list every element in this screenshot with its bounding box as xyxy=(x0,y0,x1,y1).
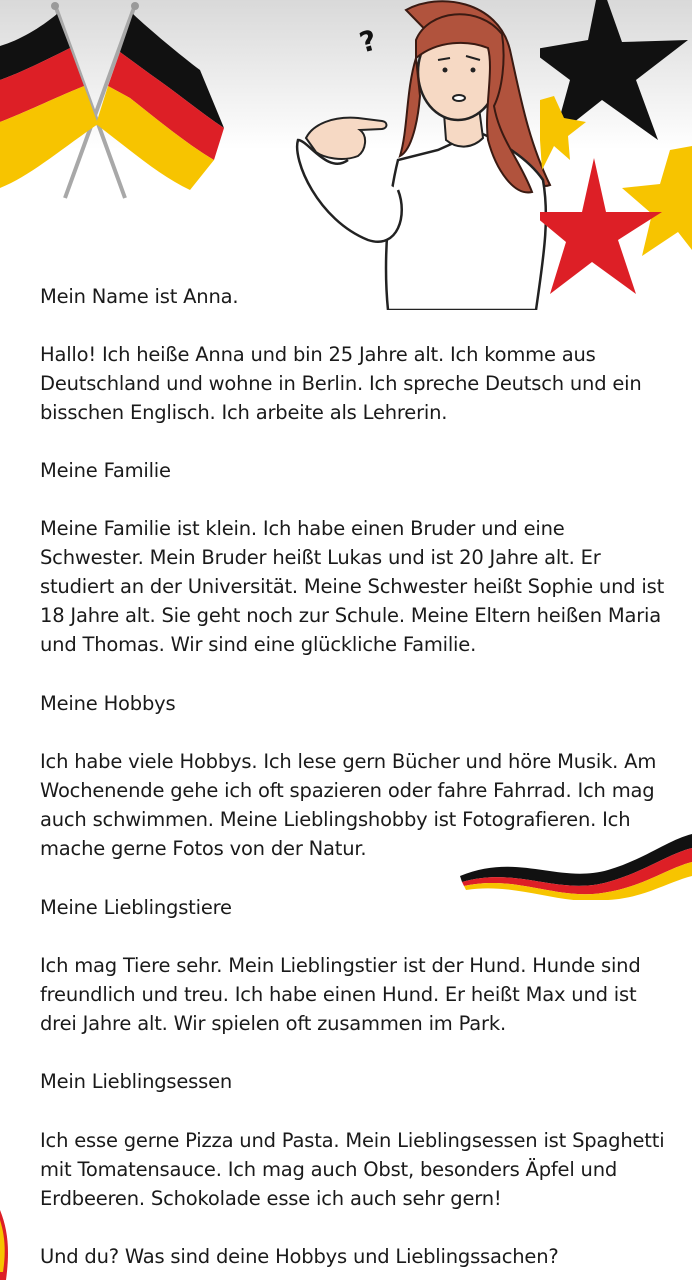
animals-heading: Meine Lieblingstiere xyxy=(40,896,232,919)
crossed-german-flags-icon xyxy=(0,0,230,210)
text-line: studiert an der Universität. Meine Schwester heißt Sophie und ist xyxy=(40,575,665,598)
food-heading: Mein Lieblingsessen xyxy=(40,1070,233,1093)
closing-question: Und du? Was sind deine Hobbys und Lieblingssachen? xyxy=(40,1245,559,1268)
family-paragraph xyxy=(40,514,690,659)
text-line: Ich habe viele Hobbys. Ich lese gern Bücher und höre Musik. Am xyxy=(40,750,657,773)
text-line: Meine Familie ist klein. Ich habe einen Bruder und eine xyxy=(40,517,565,540)
text-line: Erdbeeren. Schokolade esse ich auch sehr gern! xyxy=(40,1187,502,1210)
woman-pointing-at-self-illustration xyxy=(288,0,578,310)
text-line: bisschen Englisch. Ich arbeite als Lehrerin. xyxy=(40,401,448,424)
text-line: mit Tomatensauce. Ich mag auch Obst, besonders Äpfel und xyxy=(40,1158,618,1181)
animals-paragraph xyxy=(40,951,690,1038)
flag-fragment-icon xyxy=(0,1210,12,1280)
text-line: Ich mag Tiere sehr. Mein Lieblingstier ist der Hund. Hunde sind xyxy=(40,954,641,977)
family-heading: Meine Familie xyxy=(40,459,171,482)
text-line: Ich esse gerne Pizza und Pasta. Mein Lieblingsessen ist Spaghetti xyxy=(40,1129,665,1152)
text-line: Deutschland und wohne in Berlin. Ich spreche Deutsch und ein xyxy=(40,372,642,395)
text-line: 18 Jahre alt. Sie geht noch zur Schule. Meine Eltern heißen Maria xyxy=(40,604,662,627)
text-line: Hallo! Ich heiße Anna und bin 25 Jahre alt. Ich komme aus xyxy=(40,343,596,366)
hobbies-heading: Meine Hobbys xyxy=(40,692,176,715)
text-line: freundlich und treu. Ich habe einen Hund. Er heißt Max und ist xyxy=(40,983,637,1006)
intro-paragraph xyxy=(40,340,690,427)
text-line: mache gerne Fotos von der Natur. xyxy=(40,837,367,860)
page-title: Mein Name ist Anna. xyxy=(40,285,239,308)
food-paragraph xyxy=(40,1126,690,1213)
text-line: Wochenende gehe ich oft spazieren oder fahre Fahrrad. Ich mag xyxy=(40,779,655,802)
text-line: drei Jahre alt. Wir spielen oft zusammen im Park. xyxy=(40,1012,506,1035)
text-line: und Thomas. Wir sind eine glückliche Familie. xyxy=(40,633,477,656)
hobbies-paragraph xyxy=(40,747,690,863)
text-line: Schwester. Mein Bruder heißt Lukas und ist 20 Jahre alt. Er xyxy=(40,546,601,569)
star-icon xyxy=(540,0,692,320)
question-mark-icon: ? xyxy=(356,23,381,60)
text-line: auch schwimmen. Meine Lieblingshobby ist Fotografieren. Ich xyxy=(40,808,631,831)
